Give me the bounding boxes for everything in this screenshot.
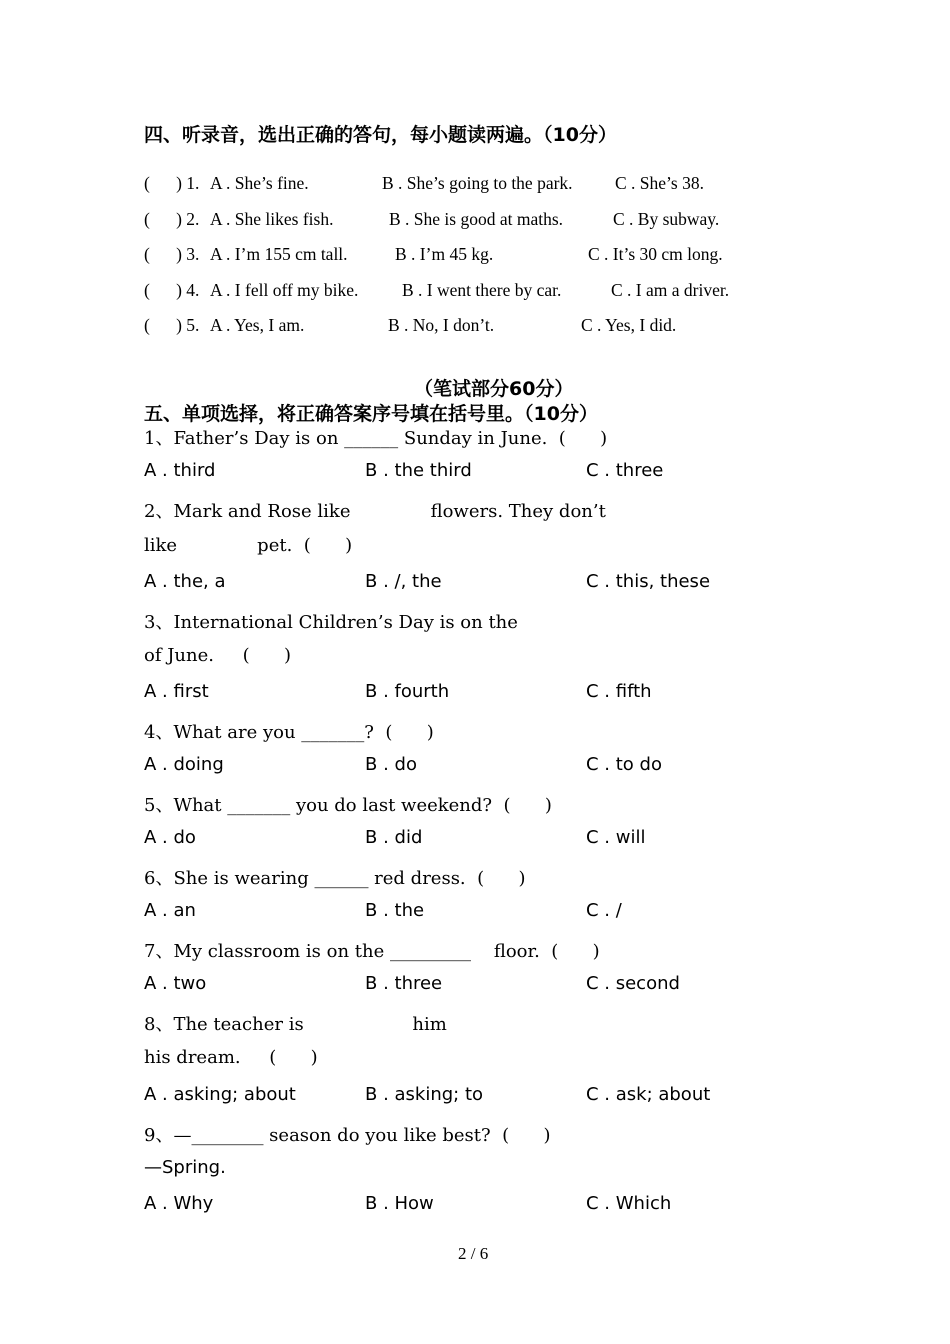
question-text: 6、She is wearing ______ red dress. ( ) (144, 868, 526, 889)
listening-option-c: C . It’s 30 cm long. (588, 244, 723, 264)
option-c: C . second (586, 973, 680, 994)
listening-option-b: B . No, I don’t. (388, 315, 495, 335)
option-c: C . three (586, 460, 664, 481)
question-text: 2、Mark and Rose like flowers. They don’t (144, 501, 606, 522)
option-a: A . two (144, 973, 207, 994)
question-text: 4、What are you _______? ( ) (144, 722, 434, 743)
question-text-continued: his dream. ( ) (144, 1047, 318, 1068)
option-a: A . asking; about (144, 1084, 296, 1105)
page-number: 2 / 6 (458, 1244, 489, 1263)
listening-option-a: A . She likes fish. (210, 209, 334, 229)
listening-option-b: B . She’s going to the park. (382, 173, 573, 193)
question-text-continued: like pet. ( ) (144, 535, 353, 556)
option-a: A . the, a (144, 571, 226, 592)
option-c: C . / (586, 900, 622, 921)
listening-option-c: C . She’s 38. (615, 173, 704, 193)
option-c: C . fifth (586, 681, 652, 702)
option-c: C . to do (586, 754, 662, 775)
option-b: B . fourth (365, 681, 450, 702)
option-a: A . do (144, 827, 196, 848)
listening-bracket: ( ) 4. (144, 280, 200, 300)
option-b: B . asking; to (365, 1084, 484, 1105)
listening-option-a: A . She’s fine. (210, 173, 309, 193)
option-b: B . /, the (365, 571, 442, 592)
option-a: A . an (144, 900, 196, 921)
listening-option-c: C . Yes, I did. (581, 315, 677, 335)
question-text: 1、Father’s Day is on ______ Sunday in June. ( ) (144, 428, 608, 449)
question-text: 7、My classroom is on the _________ floor. ( ) (144, 941, 600, 962)
option-a: A . Why (144, 1193, 214, 1214)
option-c: C . will (586, 827, 646, 848)
listening-option-a: A . I fell off my bike. (210, 280, 359, 300)
option-b: B . How (365, 1193, 434, 1214)
listening-option-a: A . I’m 155 cm tall. (210, 244, 348, 264)
option-b: B . three (365, 973, 443, 994)
option-b: B . the (365, 900, 425, 921)
question-text: 5、What _______ you do last weekend? ( ) (144, 795, 552, 816)
option-c: C . ask; about (586, 1084, 711, 1105)
question-text: 3、International Children’s Day is on the (144, 612, 518, 633)
option-b: B . do (365, 754, 417, 775)
listening-option-a: A . Yes, I am. (210, 315, 305, 335)
question-text-continued: of June. ( ) (144, 645, 291, 666)
section4-heading: 四、听录音，选出正确的答句，每小题读两遍。（10分） (144, 124, 617, 146)
listening-bracket: ( ) 1. (144, 173, 200, 193)
listening-bracket: ( ) 3. (144, 244, 200, 264)
option-c: C . this, these (586, 571, 711, 592)
option-b: B . the third (365, 460, 472, 481)
written-part-title: （笔试部分60分） (414, 378, 574, 400)
listening-option-b: B . She is good at maths. (389, 209, 564, 229)
option-a: A . doing (144, 754, 224, 775)
section5-heading: 五、单项选择，将正确答案序号填在括号里。（10分） (144, 403, 598, 425)
option-c: C . Which (586, 1193, 672, 1214)
option-b: B . did (365, 827, 423, 848)
listening-option-b: B . I went there by car. (402, 280, 562, 300)
question-text: 9、—________ season do you like best? ( ) (144, 1125, 551, 1146)
question-answer-line: —Spring. (144, 1157, 226, 1178)
listening-option-b: B . I’m 45 kg. (395, 244, 494, 264)
listening-bracket: ( ) 5. (144, 315, 200, 335)
listening-option-c: C . I am a driver. (611, 280, 730, 300)
question-text: 8、The teacher is him (144, 1014, 447, 1035)
option-a: A . third (144, 460, 216, 481)
option-a: A . first (144, 681, 209, 702)
listening-option-c: C . By subway. (613, 209, 720, 229)
listening-bracket: ( ) 2. (144, 209, 200, 229)
